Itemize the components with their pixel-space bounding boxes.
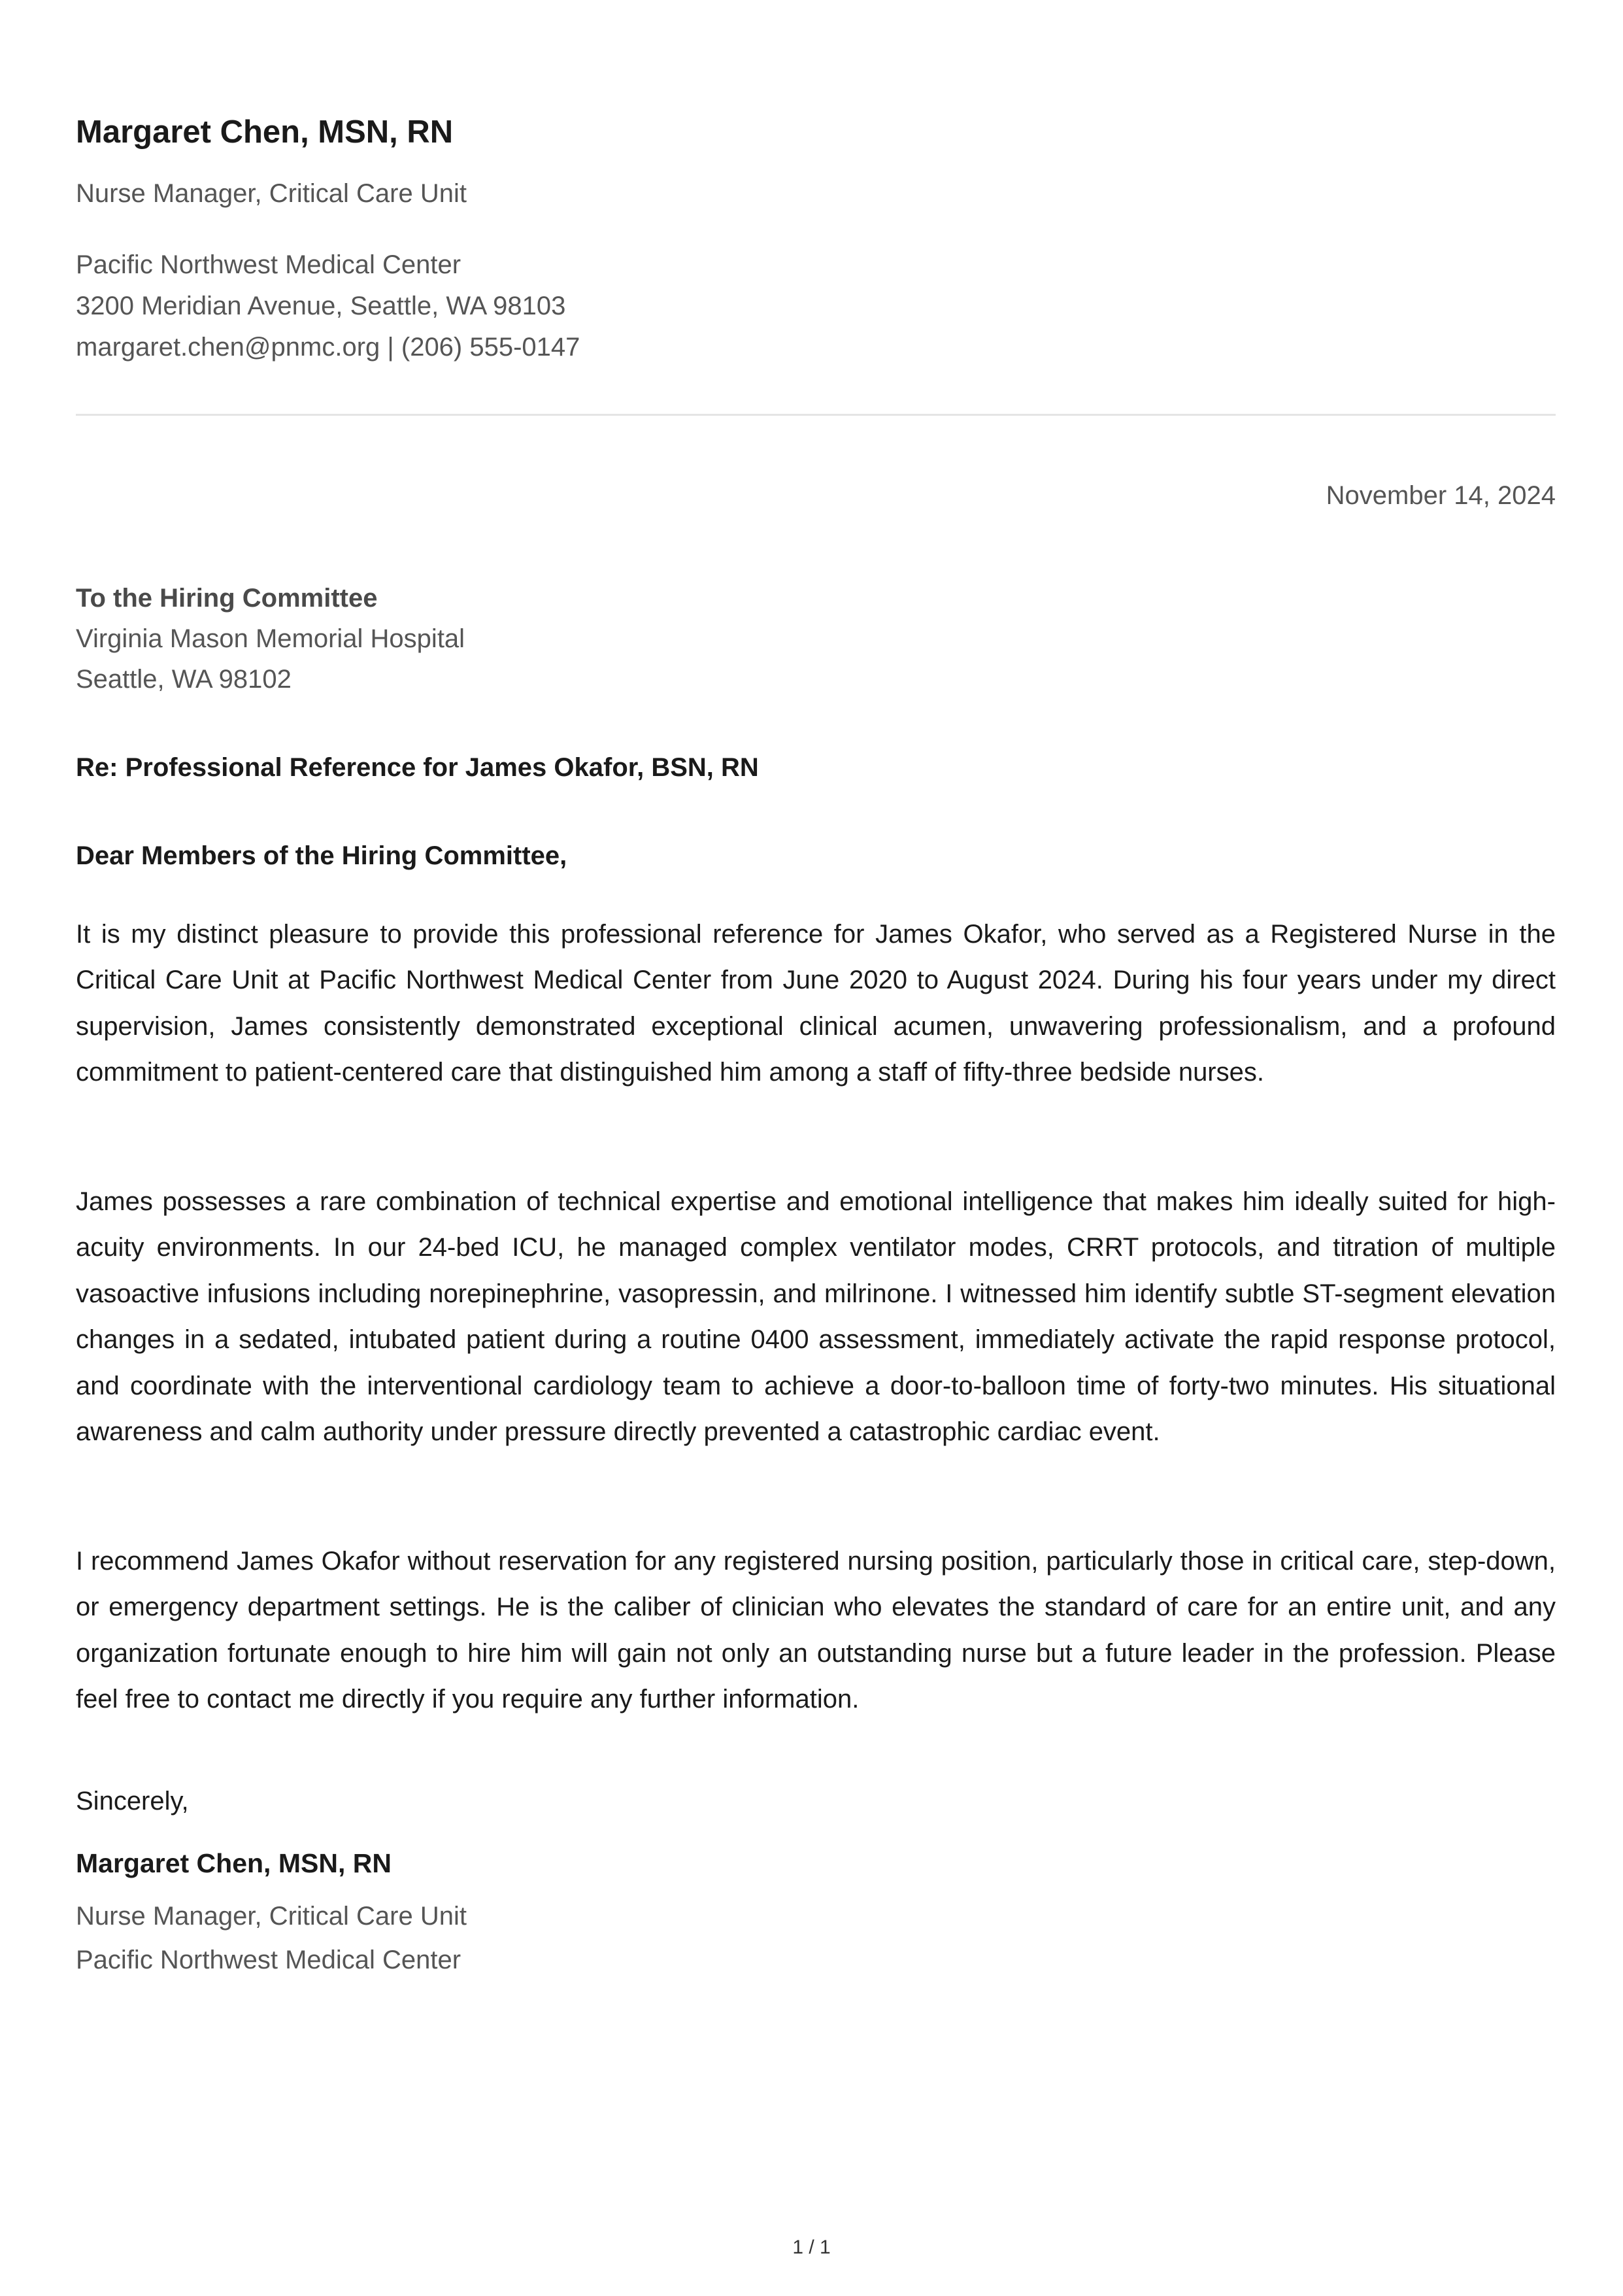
recipient-city: Seattle, WA 98102 — [76, 665, 292, 694]
closing: Sincerely, — [76, 1787, 189, 1815]
sender-title: Nurse Manager, Critical Care Unit — [76, 179, 467, 208]
letter-date: November 14, 2024 — [1326, 481, 1556, 510]
recipient-organization: Virginia Mason Memorial Hospital — [76, 624, 465, 653]
body-paragraph-3: I recommend James Okafor without reservation for any registered nursing position, particularly those in critical care, step-down, or emergency department settings. He is the caliber of clinician who elevates the standard of care for an entire unit, and any organization fortunate enough to hire him will gain not only an outstanding nurse but a future leader in the profession. Please feel free to contact me directly if you require any further information. — [76, 1547, 1556, 1714]
sender-contact: margaret.chen@pnmc.org | (206) 555-0147 — [76, 333, 580, 362]
sender-organization: Pacific Northwest Medical Center — [76, 250, 461, 279]
subject-line: Re: Professional Reference for James Okafor, BSN, RN — [76, 753, 759, 782]
body-paragraph-2: James possesses a rare combination of technical expertise and emotional intelligence that makes him ideally suited for high-acuity environments. In our 24-bed ICU, he managed complex ventilator modes, CRRT protocols, and titration of multiple vasoactive infusions including norepinephrine, vasopressin, and milrinone. I witnessed him identify subtle ST-segment elevation changes in a sedated, intubated patient during a routine 0400 assessment, immediately activate the rapid response protocol, and coordinate with the interventional cardiology team to achieve a door-to-balloon time of forty-two minutes. His situational awareness and calm authority under pressure directly prevented a catastrophic cardiac event. — [76, 1187, 1556, 1447]
recipient-heading: To the Hiring Committee — [76, 584, 378, 613]
signature-title: Nurse Manager, Critical Care Unit — [76, 1902, 467, 1931]
signature-details — [76, 1895, 467, 1982]
signature-organization: Pacific Northwest Medical Center — [76, 1946, 461, 1974]
recipient-block — [76, 578, 465, 700]
header-divider — [76, 414, 1556, 416]
sender-street-address: 3200 Meridian Avenue, Seattle, WA 98103 — [76, 292, 566, 320]
salutation: Dear Members of the Hiring Committee, — [76, 841, 567, 870]
sender-address-block — [76, 245, 580, 368]
body-paragraph-1: It is my distinct pleasure to provide this professional reference for James Okafor, who served as a Registered Nurse in the Critical Care Unit at Pacific Northwest Medical Center from June 2020 to August 2024. During his four years under my direct supervision, James consistently demonstrated exceptional clinical acumen, unwavering professionalism, and a profound commitment to patient-centered care that distinguished him among a staff of fifty-three bedside nurses. — [76, 920, 1556, 1087]
signature-name: Margaret Chen, MSN, RN — [76, 1848, 392, 1878]
sender-name: Margaret Chen, MSN, RN — [76, 114, 454, 150]
page-number: 1 / 1 — [792, 2237, 831, 2258]
